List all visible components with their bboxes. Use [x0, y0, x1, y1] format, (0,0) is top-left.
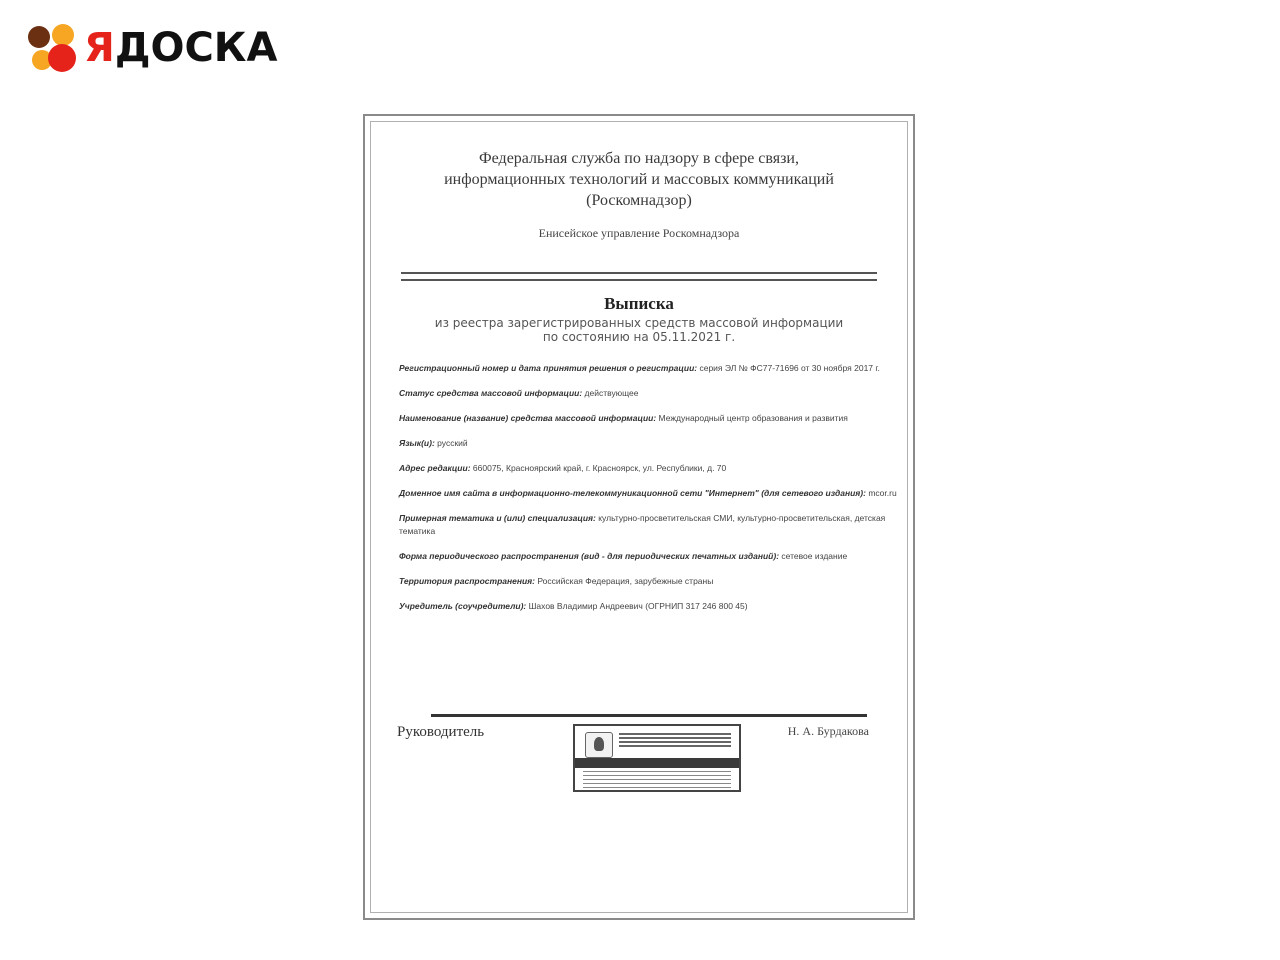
field-language: [399, 437, 901, 450]
subtitle-line-1: из реестра зарегистрированных средств массовой информации: [434, 316, 844, 330]
field-value: серия ЭЛ № ФС77-71696 от 30 ноября 2017 г.: [699, 363, 880, 373]
logo-dot-red: [48, 44, 76, 72]
field-label: Язык(и):: [399, 438, 435, 448]
signature-role: Руководитель: [397, 724, 485, 740]
department-name: Енисейское управление Роскомнадзора: [538, 226, 740, 240]
field-label: Примерная тематика и (или) специализация:: [399, 513, 596, 523]
field-value: mcor.ru: [868, 488, 897, 498]
field-value: культурно-просветительская СМИ, культурно-просветительская, детская тематика: [399, 513, 886, 536]
logo-rest: ДОСКА: [114, 25, 278, 71]
field-territory: [399, 575, 901, 588]
logo-wordmark: [84, 26, 277, 70]
org-line-2: информационных технологий и массовых коммуникаций: [444, 171, 834, 188]
field-registration: [399, 362, 901, 375]
logo-first-letter: Я: [84, 25, 115, 71]
field-label: Форма периодического распространения (вид - для периодических печатных изданий):: [399, 551, 780, 561]
logo-dot-orange: [52, 24, 74, 46]
electronic-signature-stamp: [573, 724, 741, 792]
field-domain: [399, 487, 901, 500]
stamp-band: [575, 758, 739, 768]
field-label: Статус средства массовой информации:: [399, 388, 583, 398]
field-value: Международный центр образования и развития: [658, 413, 848, 423]
field-value: сетевое издание: [781, 551, 848, 561]
field-title: [399, 412, 901, 425]
document-title: Выписка: [604, 294, 674, 313]
field-address: [399, 462, 901, 475]
signature-name: Н. А. Бурдакова: [787, 724, 869, 738]
emblem-icon: [585, 732, 613, 758]
field-label: Доменное имя сайта в информационно-телекоммуникационной сети "Интернет" (для сетевого издания):: [399, 488, 866, 498]
org-line-1: Федеральная служба по надзору в сфере связи,: [479, 150, 799, 167]
field-status: [399, 387, 901, 400]
field-value: Российская Федерация, зарубежные страны: [537, 576, 714, 586]
field-form: [399, 550, 901, 563]
registry-fields: [399, 362, 901, 625]
field-founder: [399, 600, 901, 613]
field-value: действующее: [584, 388, 639, 398]
footer-divider: [431, 714, 867, 717]
field-value: русский: [437, 438, 468, 448]
stamp-header: [619, 733, 731, 749]
header-divider: [401, 272, 877, 281]
document-subtitle: [431, 316, 847, 344]
org-line-3: (Роскомнадзор): [586, 192, 692, 209]
field-label: Наименование (название) средства массовой информации:: [399, 413, 657, 423]
field-label: Адрес редакции:: [399, 463, 471, 473]
field-value: 660075, Красноярский край, г. Красноярск, ул. Республики, д. 70: [472, 463, 727, 473]
subtitle-line-2: по состоянию на 05.11.2021 г.: [542, 330, 736, 344]
document-frame: [370, 121, 908, 913]
field-topics: [399, 512, 901, 538]
field-label: Территория распространения:: [399, 576, 536, 586]
stamp-details: [583, 771, 731, 789]
organization-name: [371, 148, 907, 211]
field-label: Регистрационный номер и дата принятия решения о регистрации:: [399, 363, 698, 373]
field-value: Шахов Владимир Андреевич (ОГРНИП 317 246 800 45): [528, 601, 748, 611]
site-logo[interactable]: [26, 22, 278, 80]
field-label: Учредитель (соучредители):: [399, 601, 527, 611]
document-image: [363, 114, 915, 920]
logo-dot-brown: [28, 26, 50, 48]
